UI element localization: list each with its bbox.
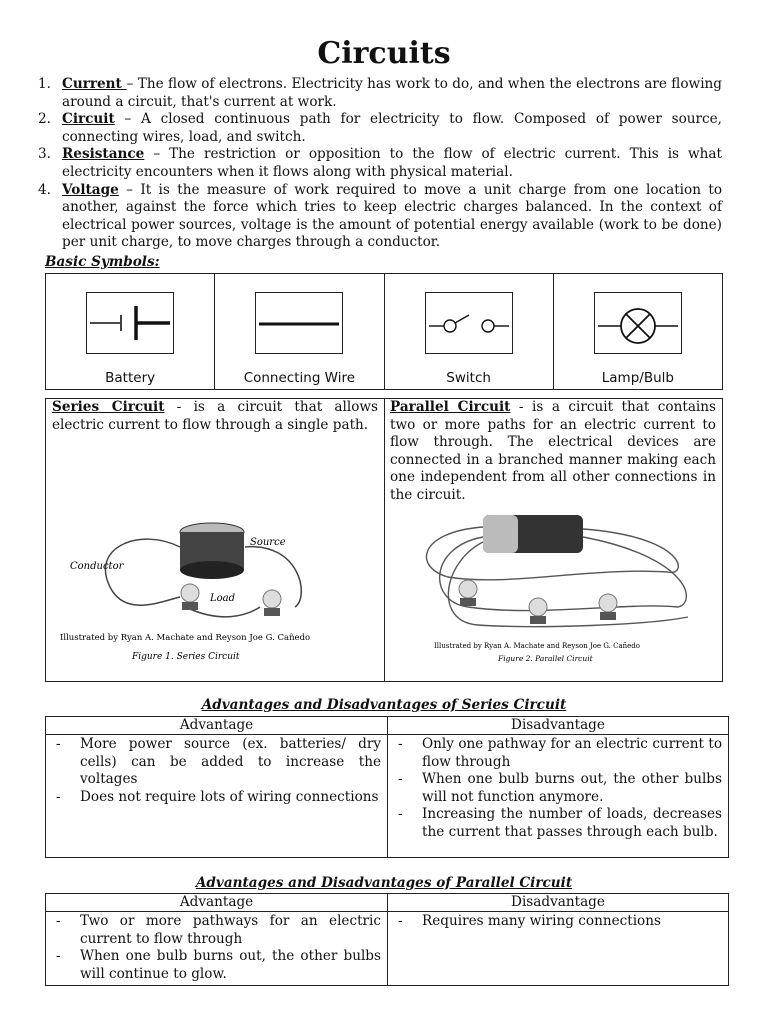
- definition-number: 4.: [38, 181, 51, 198]
- list-item: - Only one pathway for an electric current to flow through: [398, 736, 722, 770]
- series-table-title: Advantages and Disadvantages of Series Circuit: [201, 697, 567, 713]
- disadvantages-cell: [388, 735, 729, 858]
- definition-term: Resistance: [62, 146, 145, 163]
- advantage-header: Advantage: [46, 717, 388, 735]
- figure-caption: Figure 1. Series Circuit: [132, 652, 240, 662]
- definition-text: – A closed continuous path for electricity to flow. Composed of power source, connecting wires, load, and switch.: [62, 111, 722, 145]
- list-item: - Increasing the number of loads, decreases the current that passes through each bulb.: [398, 806, 722, 840]
- battery-symbol-icon: [86, 292, 174, 354]
- definition-number: 3.: [38, 146, 51, 163]
- disadvantages-cell: [388, 912, 729, 986]
- symbol-label: Switch: [446, 370, 491, 386]
- list-item: - Does not require lots of wiring connections: [56, 788, 379, 805]
- definition-text: – The restriction or opposition to the flow of electric current. This is what electricity encounters when it flows along with physical material.: [62, 146, 722, 180]
- lamp-symbol-icon: [594, 292, 682, 354]
- definition-resistance: [38, 146, 722, 181]
- definition-number: 2.: [38, 111, 51, 128]
- parallel-table-title: Advantages and Disadvantages of Parallel Circuit: [195, 875, 573, 891]
- figure-credit: Illustrated by Ryan A. Machate and Reyson Joe G. Cañedo: [60, 633, 311, 643]
- series-circuit-column: [46, 399, 385, 681]
- series-circuit-definition: [52, 399, 378, 434]
- symbol-cell-battery: [46, 274, 215, 389]
- parallel-advantages-table: [45, 893, 729, 986]
- symbol-label: Battery: [105, 370, 156, 386]
- definition-term: Circuit: [62, 111, 115, 128]
- wire-symbol-icon: [255, 292, 343, 354]
- circuit-types-table: [45, 398, 723, 682]
- series-advantages-table: [45, 716, 729, 858]
- figure-credit: Illustrated by Ryan A. Machate and Reyson Joe G. Cañedo: [434, 642, 640, 650]
- advantages-cell: [46, 912, 388, 986]
- disadvantage-header: Disadvantage: [388, 894, 729, 912]
- definition-text: – It is the measure of work required to move a unit charge from one location to another, against the force which tries to keep electric charges balanced. In the context of electrical power sources, voltage is the amount of potential energy available (work to be done) per unit charge, to move charges through a conductor.: [62, 181, 722, 251]
- symbol-label: Connecting Wire: [243, 370, 356, 386]
- definition-circuit: [38, 111, 722, 146]
- parallel-circuit-figure: [388, 507, 718, 667]
- list-item: - Two or more pathways for an electric current to flow through: [56, 913, 381, 947]
- definitions-list: [38, 76, 722, 252]
- list-item: - More power source (ex. batteries/ dry cells) can be added to increase the voltages: [56, 736, 381, 787]
- definition-text: – The flow of electrons. Electricity has work to do, and when the electrons are flowing around a circuit, that's current at work.: [62, 76, 722, 110]
- symbol-cell-switch: [385, 274, 554, 389]
- series-circuit-term: Series Circuit: [52, 399, 165, 415]
- definition-voltage: [38, 182, 722, 252]
- parallel-circuit-definition: [390, 399, 716, 504]
- symbol-label: Lamp/Bulb: [601, 370, 674, 386]
- list-item: - When one bulb burns out, the other bulbs will continue to glow.: [56, 948, 381, 982]
- list-item: - Requires many wiring connections: [398, 913, 661, 929]
- advantages-cell: [46, 735, 388, 858]
- symbol-cell-lamp: [554, 274, 722, 389]
- symbol-cell-wire: [215, 274, 384, 389]
- definition-number: 1.: [38, 76, 51, 92]
- figure-label-conductor: Conductor: [70, 561, 124, 572]
- definition-term: Current: [62, 76, 127, 92]
- figure-label-source: Source: [250, 537, 286, 548]
- definition-term: Voltage: [62, 181, 119, 198]
- disadvantage-header: Disadvantage: [388, 717, 729, 735]
- figure-label-load: Load: [210, 593, 236, 604]
- parallel-circuit-column: [384, 399, 722, 681]
- basic-symbols-heading: Basic Symbols:: [45, 254, 160, 270]
- definition-current: [38, 76, 722, 111]
- series-circuit-figure: [50, 507, 380, 667]
- advantage-header: Advantage: [46, 894, 388, 912]
- figure-caption: Figure 2. Parallel Circuit: [498, 654, 593, 663]
- page-title: Circuits: [317, 36, 451, 71]
- list-item: - When one bulb burns out, the other bulbs will not function anymore.: [398, 771, 722, 805]
- parallel-circuit-text: - is a circuit that contains two or more paths for an electric current to flow through. The electrical devices are connected in a branched manner making each one independent from all other connections in the circuit.: [390, 399, 716, 503]
- series-circuit-text: - is a circuit that allows electric current to flow through a single path.: [52, 399, 378, 433]
- basic-symbols-table: [45, 273, 723, 390]
- parallel-circuit-term: Parallel Circuit: [390, 399, 511, 415]
- switch-symbol-icon: [425, 292, 513, 354]
